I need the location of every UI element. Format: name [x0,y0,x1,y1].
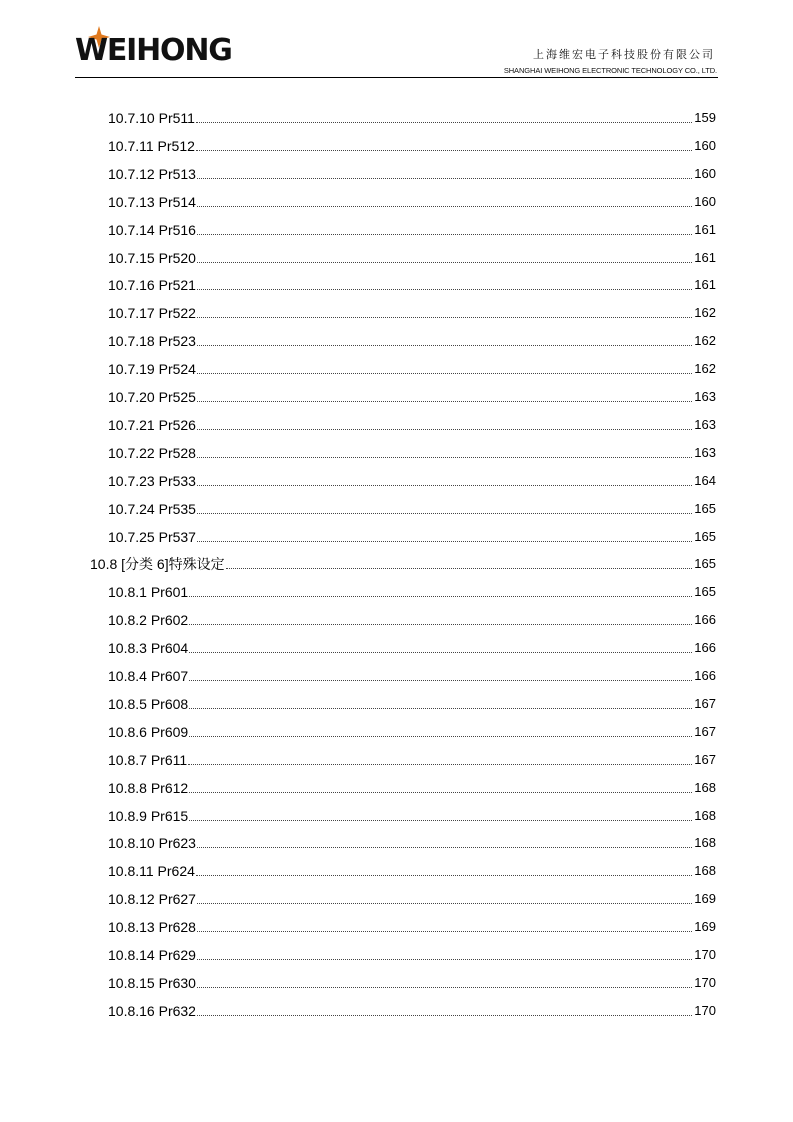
toc-dot-leader [197,931,692,932]
toc-dot-leader [188,764,692,765]
toc-entry-label: 10.7.21 Pr526 [108,416,196,433]
toc-dot-leader [197,485,692,486]
toc-dot-leader [197,401,692,402]
toc-entry-page-number: 160 [694,165,716,181]
toc-entry-page-number: 170 [694,947,716,962]
toc-entry-label: 10.8.4 Pr607 [108,668,189,684]
toc-dot-leader [197,345,692,346]
toc-entry[interactable] [108,657,716,685]
toc-entry-page-number: 166 [694,640,716,656]
toc-entry-page-number: 162 [694,361,716,377]
company-name-english: SHANGHAI WEIHONG ELECTRONIC TECHNOLOGY CO., LTD. [503,66,717,75]
toc-entry[interactable] [108,852,716,880]
toc-entry[interactable] [108,239,716,267]
toc-entry-page-number: 159 [694,110,716,125]
toc-entry[interactable] [108,936,716,964]
toc-entry[interactable] [108,601,716,629]
toc-entry-label: 10.7.15 Pr520 [108,249,196,266]
toc-entry-page-number: 163 [694,416,716,432]
toc-dot-leader [189,624,692,625]
toc-entry-label: 10.7.18 Pr523 [108,333,196,350]
toc-entry-page-number: 168 [694,807,716,823]
toc-dot-leader [197,317,692,318]
toc-entry-page-number: 165 [694,556,716,572]
company-name-chinese: 上海维宏电子科技股份有限公司 [533,48,715,61]
toc-entry-label: 10.8.1 Pr601 [108,584,189,601]
toc-entry[interactable] [108,127,716,155]
toc-entry-page-number: 161 [694,221,716,237]
toc-entry-label: 10.8.15 Pr630 [108,974,196,991]
toc-entry-page-number: 165 [694,500,716,516]
toc-entry-label: 10.8.2 Pr602 [108,612,189,629]
toc-entry-label: 10.7.20 Pr525 [108,389,196,405]
toc-entry-page-number: 167 [694,751,716,767]
toc-entry-label: 10.8.11 Pr624 [108,863,195,880]
toc-dot-leader [197,206,692,207]
toc-entry-label: 10.8.10 Pr623 [108,835,196,852]
toc-entry-label: 10.8.3 Pr604 [108,640,189,657]
toc-entry[interactable] [108,518,716,546]
toc-dot-leader [197,429,692,430]
toc-entry[interactable] [108,824,716,852]
toc-entry[interactable] [108,183,716,211]
toc-entry-page-number: 165 [694,584,716,600]
toc-entry-label: 10.7.10 Pr511 [108,110,195,126]
toc-entry-label: 10.8.5 Pr608 [108,695,189,712]
toc-dot-leader [189,596,692,597]
toc-entry-label: 10.7.16 Pr521 [108,277,196,294]
toc-entry-page-number: 164 [694,472,716,488]
logo-wordmark: WEIHONG [75,33,232,68]
toc-dot-leader [197,234,692,235]
toc-dot-leader [197,987,692,988]
toc-dot-leader [189,820,692,821]
toc-entry-label: 10.8.16 Pr632 [108,1002,196,1019]
toc-entry[interactable] [108,378,716,406]
toc-dot-leader [197,541,692,542]
toc-entry-label: 10.7.23 Pr533 [108,472,196,489]
toc-dot-leader [196,875,692,876]
toc-entry-label: 10.7.24 Pr535 [108,500,196,517]
toc-entry-page-number: 163 [694,389,716,404]
toc-entry[interactable] [108,880,716,908]
toc-entry[interactable] [108,685,716,713]
toc-dot-leader [197,373,692,374]
toc-dot-leader [196,150,692,151]
toc-entry[interactable] [90,545,716,573]
toc-entry-label: 10.8 [分类 6]特殊设定 [90,556,225,573]
toc-dot-leader [189,680,692,681]
toc-dot-leader [197,262,692,263]
toc-entry[interactable] [108,99,716,127]
toc-entry[interactable] [108,350,716,378]
toc-entry-page-number: 163 [694,444,716,460]
toc-entry[interactable] [108,406,716,434]
toc-entry-page-number: 167 [694,695,716,711]
toc-entry-page-number: 169 [694,919,716,935]
toc-entry-label: 10.7.19 Pr524 [108,361,196,378]
toc-entry[interactable] [108,797,716,825]
toc-dot-leader [189,736,692,737]
toc-entry-label: 10.7.13 Pr514 [108,193,196,210]
toc-entry-label: 10.8.9 Pr615 [108,807,189,824]
toc-entry[interactable] [108,964,716,992]
toc-entry-page-number: 168 [694,863,716,879]
toc-entry[interactable] [108,462,716,490]
toc-entry-page-number: 166 [694,668,716,683]
toc-dot-leader [197,513,692,514]
toc-entry[interactable] [108,294,716,322]
toc-entry-page-number: 167 [694,723,716,739]
toc-entry-page-number: 170 [694,974,716,990]
toc-dot-leader [197,457,692,458]
toc-dot-leader [197,1015,692,1016]
toc-dot-leader [197,289,692,290]
toc-entry-label: 10.7.14 Pr516 [108,221,196,238]
toc-dot-leader [197,178,692,179]
toc-dot-leader [197,847,692,848]
toc-dot-leader [189,708,692,709]
toc-entry-page-number: 169 [694,891,716,907]
toc-entry[interactable] [108,908,716,936]
toc-entry-page-number: 161 [694,249,716,265]
toc-entry[interactable] [108,713,716,741]
toc-entry-page-number: 160 [694,193,716,209]
page-header [0,0,793,80]
toc-entry-page-number: 166 [694,612,716,628]
toc-entry-label: 10.8.12 Pr627 [108,891,196,908]
toc-dot-leader [197,903,692,904]
toc-entry[interactable] [108,434,716,462]
header-divider [75,77,718,78]
toc-entry-label: 10.7.17 Pr522 [108,305,196,322]
toc-entry[interactable] [108,490,716,518]
weihong-logo [75,28,245,68]
toc-dot-leader [189,792,692,793]
toc-entry-label: 10.7.12 Pr513 [108,165,196,182]
toc-entry-label: 10.8.6 Pr609 [108,723,189,740]
toc-entry-label: 10.8.13 Pr628 [108,919,196,936]
toc-entry-page-number: 170 [694,1002,716,1018]
toc-entry[interactable] [108,266,716,294]
toc-entry-label: 10.8.7 Pr611 [108,751,188,768]
toc-dot-leader [189,652,692,653]
toc-entry-page-number: 161 [694,277,716,293]
toc-entry[interactable] [108,573,716,601]
toc-entry-label: 10.8.14 Pr629 [108,947,196,963]
toc-entry[interactable] [108,322,716,350]
toc-dot-leader [226,568,693,569]
toc-entry-label: 10.7.25 Pr537 [108,528,196,545]
toc-entry[interactable] [108,155,716,183]
toc-entry[interactable] [108,629,716,657]
toc-entry-page-number: 168 [694,779,716,795]
toc-entry-label: 10.7.11 Pr512 [108,137,195,154]
toc-entry-page-number: 162 [694,333,716,349]
toc-entry[interactable] [108,992,716,1020]
toc-entry-page-number: 168 [694,835,716,851]
toc-entry-page-number: 165 [694,528,716,544]
toc-dot-leader [197,959,692,960]
toc-entry-page-number: 160 [694,137,716,153]
toc-entry-label: 10.8.8 Pr612 [108,779,189,796]
toc-entry[interactable] [108,741,716,769]
toc-entry-page-number: 162 [694,305,716,321]
toc-dot-leader [196,122,692,123]
toc-entry[interactable] [108,211,716,239]
toc-entry-label: 10.7.22 Pr528 [108,444,196,461]
toc-entry[interactable] [108,769,716,797]
